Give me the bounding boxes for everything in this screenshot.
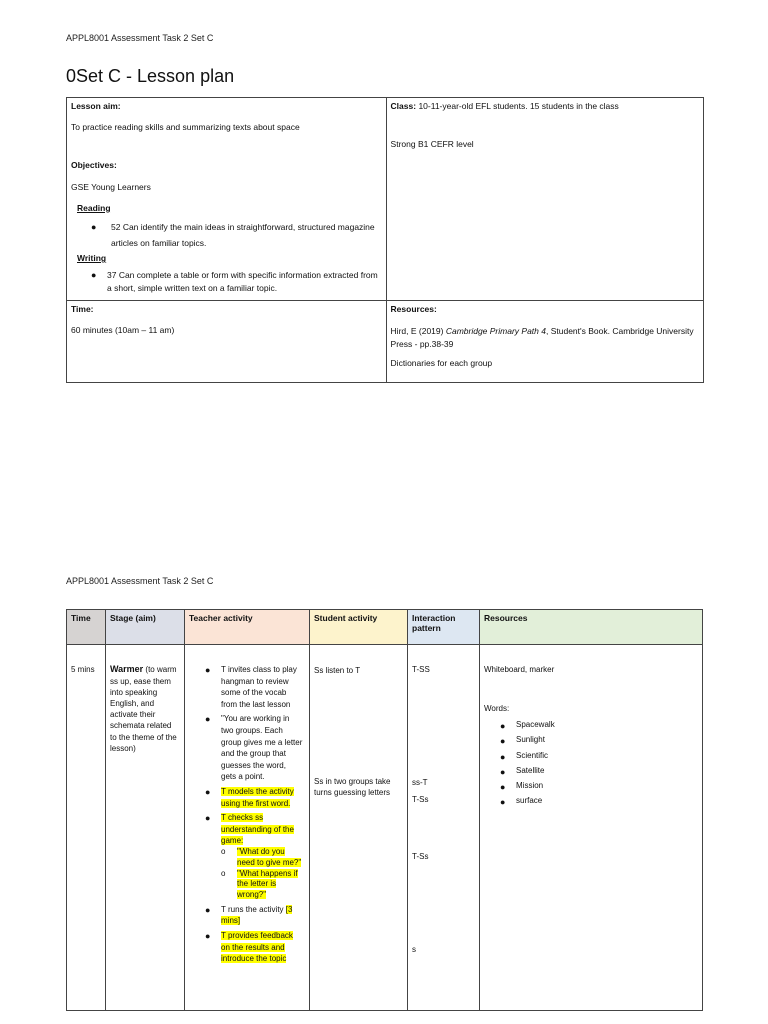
- time-label: Time:: [71, 304, 94, 314]
- lesson-aim-text: To practice reading skills and summarizing texts about space: [71, 122, 300, 133]
- cefr-level: Strong B1 CEFR level: [390, 139, 474, 150]
- list-item: ● Mission: [484, 780, 698, 793]
- teacher-check-question-1: "What do you need to give me?": [237, 846, 302, 867]
- interaction-3: T-Ss: [412, 795, 429, 804]
- resources-label: Resources:: [390, 304, 437, 314]
- resources-cell: [386, 301, 703, 383]
- teacher-step-5-duration: [3 mins]: [221, 904, 293, 926]
- teacher-step-1: ● T invites class to play hangman to review some of the vocab from the last lesson: [203, 664, 303, 710]
- list-item: ● surface: [484, 795, 698, 808]
- row-teacher-activity: [185, 645, 310, 1011]
- interaction-5: s: [412, 945, 416, 954]
- stage-name: Warmer: [110, 664, 144, 674]
- lesson-overview-table: [66, 97, 704, 383]
- row-resources: [480, 645, 703, 1011]
- resources-citation-post: , Student's Book. Cambridge University Press - pp.38-39: [390, 326, 694, 349]
- page-header: APPL8001 Assessment Task 2 Set C: [66, 33, 214, 43]
- student-step-2: Ss in two groups take turns guessing letters: [314, 777, 391, 798]
- gse-label: GSE Young Learners: [71, 181, 151, 192]
- resources-citation-pre: Hird, E (2019): [390, 326, 446, 337]
- row-stage: [106, 645, 185, 1011]
- interaction-2: ss-T: [412, 778, 428, 787]
- reading-objective: ● 52 Can identify the main ideas in straightforward, structured magazine articles on familiar topics.: [71, 219, 382, 251]
- stage-description: (to warm ss up, ease them into speaking English, and activate their schemata related to the theme of the lesson): [110, 665, 177, 753]
- col-student-activity: Student activity: [310, 610, 408, 645]
- list-item: ● Satellite: [484, 765, 698, 778]
- writing-objective: ● 37 Can complete a table or form with specific information extracted from a short, simple written text on a familiar topic.: [71, 269, 382, 295]
- page-title: 0Set C - Lesson plan: [66, 66, 235, 86]
- student-step-1: Ss listen to T: [314, 666, 361, 675]
- teacher-step-3: T models the activity using the first word.: [221, 786, 294, 808]
- reading-heading: Reading: [77, 202, 111, 213]
- interaction-4: T-Ss: [412, 852, 429, 861]
- class-cell: [386, 98, 703, 301]
- interaction-1: T-SS: [412, 665, 430, 674]
- page2-header: APPL8001 Assessment Task 2 Set C: [66, 576, 214, 586]
- words-label: Words:: [484, 704, 510, 713]
- list-item: ● Scientific: [484, 750, 698, 763]
- table-row: [67, 645, 703, 1011]
- col-interaction-pattern: Interaction pattern: [408, 610, 480, 645]
- objectives-label: Objectives:: [71, 160, 117, 171]
- list-item: ● Spacewalk: [484, 719, 698, 732]
- resources-book-title: Cambridge Primary Path 4: [445, 326, 546, 337]
- teacher-step-2: ● "You are working in two groups. Each group gives me a letter and the group that guesses the word, gets a point.: [203, 713, 303, 783]
- resource-whiteboard: Whiteboard, marker: [484, 665, 555, 674]
- vocab-list: [484, 719, 698, 808]
- time-value: 60 minutes (10am – 11 am): [71, 325, 175, 336]
- teacher-check-question-2: "What happens if the letter is wrong?": [237, 868, 298, 900]
- teacher-step-6: T provides feedback on the results and introduce the topic: [221, 931, 293, 964]
- row-student-activity: [310, 645, 408, 1011]
- writing-heading: Writing: [77, 253, 107, 264]
- lesson-aim-label: Lesson aim:: [71, 101, 121, 111]
- time-cell: [67, 301, 387, 383]
- row-time: 5 mins: [67, 645, 106, 1011]
- col-resources: Resources: [480, 610, 703, 645]
- lesson-aim-cell: [67, 98, 387, 301]
- resources-dictionaries: Dictionaries for each group: [390, 357, 493, 368]
- teacher-step-5: T runs the activity: [221, 904, 286, 914]
- col-time: Time: [67, 610, 106, 645]
- col-teacher-activity: Teacher activity: [185, 610, 310, 645]
- teacher-step-4: T checks ss understanding of the game:: [221, 813, 294, 846]
- lesson-procedure-table: [66, 609, 703, 1011]
- list-item: ● Sunlight: [484, 734, 698, 747]
- class-value: 10-11-year-old EFL students. 15 students in the class: [418, 101, 619, 111]
- class-label: Class:: [390, 101, 417, 111]
- row-interaction: [408, 645, 480, 1011]
- col-stage: Stage (aim): [106, 610, 185, 645]
